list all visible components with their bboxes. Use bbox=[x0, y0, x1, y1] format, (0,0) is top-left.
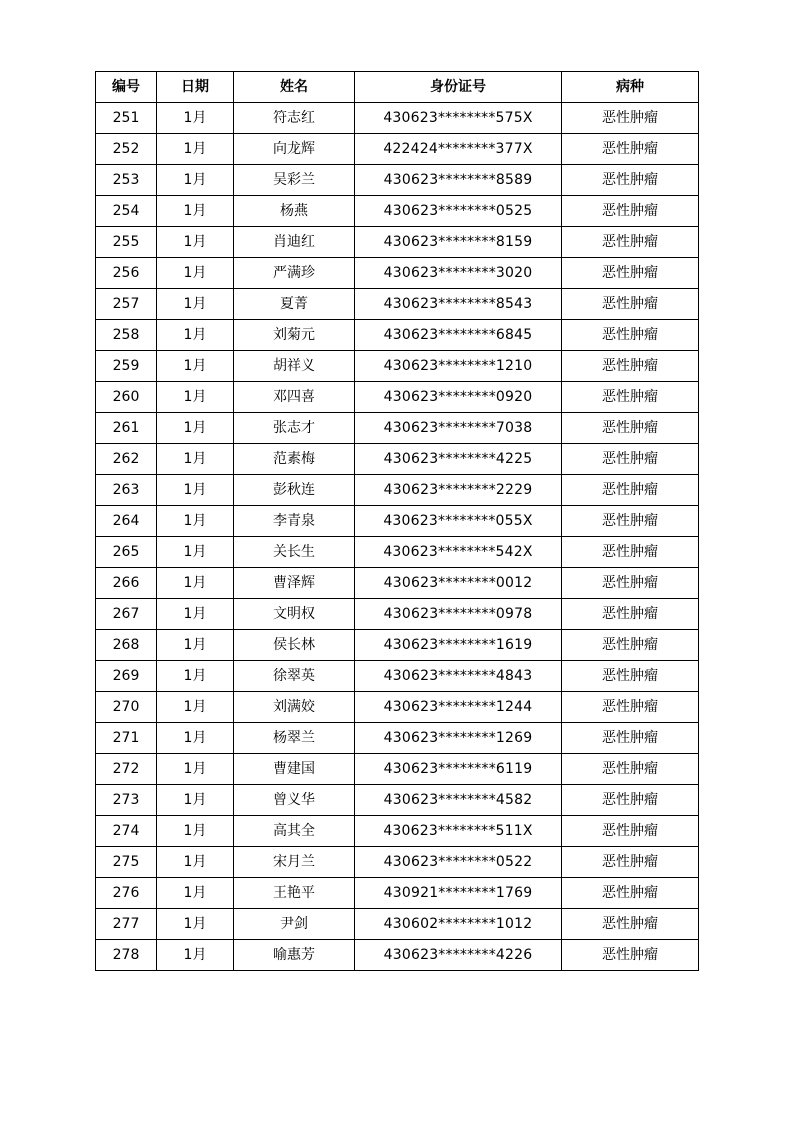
cell-disease: 恶性肿瘤 bbox=[562, 847, 699, 878]
cell-date: 1月 bbox=[157, 475, 234, 506]
cell-date: 1月 bbox=[157, 940, 234, 971]
cell-date: 1月 bbox=[157, 909, 234, 940]
header-id-number: 身份证号 bbox=[355, 72, 562, 103]
cell-id-number: 430623********3020 bbox=[355, 258, 562, 289]
cell-name: 肖迪红 bbox=[234, 227, 355, 258]
cell-id-number: 430623********4843 bbox=[355, 661, 562, 692]
cell-number: 272 bbox=[96, 754, 157, 785]
cell-name: 尹剑 bbox=[234, 909, 355, 940]
table-row bbox=[96, 134, 699, 165]
cell-number: 263 bbox=[96, 475, 157, 506]
cell-date: 1月 bbox=[157, 599, 234, 630]
table-row bbox=[96, 568, 699, 599]
cell-name: 曹泽辉 bbox=[234, 568, 355, 599]
header-row bbox=[96, 72, 699, 103]
table-row bbox=[96, 165, 699, 196]
cell-date: 1月 bbox=[157, 103, 234, 134]
cell-name: 张志才 bbox=[234, 413, 355, 444]
table-row bbox=[96, 196, 699, 227]
table-row bbox=[96, 320, 699, 351]
cell-id-number: 430623********7038 bbox=[355, 413, 562, 444]
cell-disease: 恶性肿瘤 bbox=[562, 103, 699, 134]
table-row bbox=[96, 289, 699, 320]
cell-id-number: 430623********1269 bbox=[355, 723, 562, 754]
cell-number: 259 bbox=[96, 351, 157, 382]
cell-date: 1月 bbox=[157, 506, 234, 537]
cell-disease: 恶性肿瘤 bbox=[562, 351, 699, 382]
cell-date: 1月 bbox=[157, 289, 234, 320]
table-row bbox=[96, 413, 699, 444]
cell-name: 夏菁 bbox=[234, 289, 355, 320]
cell-name: 胡祥义 bbox=[234, 351, 355, 382]
cell-date: 1月 bbox=[157, 630, 234, 661]
cell-id-number: 430623********055X bbox=[355, 506, 562, 537]
table-row bbox=[96, 847, 699, 878]
cell-number: 260 bbox=[96, 382, 157, 413]
header-name: 姓名 bbox=[234, 72, 355, 103]
cell-date: 1月 bbox=[157, 568, 234, 599]
cell-name: 吴彩兰 bbox=[234, 165, 355, 196]
cell-number: 256 bbox=[96, 258, 157, 289]
table-row bbox=[96, 630, 699, 661]
cell-number: 255 bbox=[96, 227, 157, 258]
cell-name: 彭秋连 bbox=[234, 475, 355, 506]
cell-id-number: 430623********4226 bbox=[355, 940, 562, 971]
table-row bbox=[96, 351, 699, 382]
cell-number: 257 bbox=[96, 289, 157, 320]
cell-id-number: 430623********2229 bbox=[355, 475, 562, 506]
cell-disease: 恶性肿瘤 bbox=[562, 940, 699, 971]
table-row bbox=[96, 599, 699, 630]
cell-disease: 恶性肿瘤 bbox=[562, 165, 699, 196]
cell-disease: 恶性肿瘤 bbox=[562, 785, 699, 816]
cell-name: 宋月兰 bbox=[234, 847, 355, 878]
cell-id-number: 422424********377X bbox=[355, 134, 562, 165]
cell-number: 251 bbox=[96, 103, 157, 134]
header-number: 编号 bbox=[96, 72, 157, 103]
cell-id-number: 430623********0012 bbox=[355, 568, 562, 599]
cell-number: 270 bbox=[96, 692, 157, 723]
cell-name: 李青泉 bbox=[234, 506, 355, 537]
cell-id-number: 430623********4225 bbox=[355, 444, 562, 475]
cell-id-number: 430623********6845 bbox=[355, 320, 562, 351]
records-table bbox=[95, 71, 699, 971]
cell-disease: 恶性肿瘤 bbox=[562, 196, 699, 227]
cell-disease: 恶性肿瘤 bbox=[562, 723, 699, 754]
cell-disease: 恶性肿瘤 bbox=[562, 661, 699, 692]
cell-date: 1月 bbox=[157, 878, 234, 909]
cell-name: 王艳平 bbox=[234, 878, 355, 909]
cell-number: 253 bbox=[96, 165, 157, 196]
cell-date: 1月 bbox=[157, 165, 234, 196]
table-row bbox=[96, 382, 699, 413]
table-row bbox=[96, 537, 699, 568]
table-row bbox=[96, 723, 699, 754]
cell-id-number: 430623********1210 bbox=[355, 351, 562, 382]
cell-name: 符志红 bbox=[234, 103, 355, 134]
cell-number: 262 bbox=[96, 444, 157, 475]
table-row bbox=[96, 506, 699, 537]
table-row bbox=[96, 785, 699, 816]
cell-name: 杨翠兰 bbox=[234, 723, 355, 754]
cell-disease: 恶性肿瘤 bbox=[562, 816, 699, 847]
cell-disease: 恶性肿瘤 bbox=[562, 537, 699, 568]
cell-date: 1月 bbox=[157, 320, 234, 351]
cell-number: 264 bbox=[96, 506, 157, 537]
cell-disease: 恶性肿瘤 bbox=[562, 227, 699, 258]
table-row bbox=[96, 878, 699, 909]
cell-date: 1月 bbox=[157, 754, 234, 785]
table-row bbox=[96, 909, 699, 940]
cell-id-number: 430623********0978 bbox=[355, 599, 562, 630]
cell-id-number: 430623********1619 bbox=[355, 630, 562, 661]
cell-disease: 恶性肿瘤 bbox=[562, 320, 699, 351]
cell-number: 252 bbox=[96, 134, 157, 165]
cell-disease: 恶性肿瘤 bbox=[562, 289, 699, 320]
cell-disease: 恶性肿瘤 bbox=[562, 599, 699, 630]
cell-id-number: 430921********1769 bbox=[355, 878, 562, 909]
cell-date: 1月 bbox=[157, 227, 234, 258]
cell-date: 1月 bbox=[157, 661, 234, 692]
table-body bbox=[96, 103, 699, 971]
cell-name: 喻惠芳 bbox=[234, 940, 355, 971]
cell-id-number: 430623********4582 bbox=[355, 785, 562, 816]
cell-date: 1月 bbox=[157, 723, 234, 754]
cell-number: 266 bbox=[96, 568, 157, 599]
cell-name: 向龙辉 bbox=[234, 134, 355, 165]
cell-disease: 恶性肿瘤 bbox=[562, 568, 699, 599]
cell-disease: 恶性肿瘤 bbox=[562, 692, 699, 723]
cell-number: 267 bbox=[96, 599, 157, 630]
cell-number: 268 bbox=[96, 630, 157, 661]
cell-id-number: 430623********8159 bbox=[355, 227, 562, 258]
cell-date: 1月 bbox=[157, 847, 234, 878]
cell-name: 邓四喜 bbox=[234, 382, 355, 413]
table-row bbox=[96, 444, 699, 475]
cell-date: 1月 bbox=[157, 785, 234, 816]
cell-disease: 恶性肿瘤 bbox=[562, 878, 699, 909]
cell-name: 侯长林 bbox=[234, 630, 355, 661]
cell-date: 1月 bbox=[157, 692, 234, 723]
cell-number: 254 bbox=[96, 196, 157, 227]
cell-name: 曹建国 bbox=[234, 754, 355, 785]
cell-date: 1月 bbox=[157, 258, 234, 289]
table-row bbox=[96, 258, 699, 289]
cell-date: 1月 bbox=[157, 413, 234, 444]
cell-disease: 恶性肿瘤 bbox=[562, 258, 699, 289]
cell-number: 273 bbox=[96, 785, 157, 816]
cell-disease: 恶性肿瘤 bbox=[562, 382, 699, 413]
table-row bbox=[96, 661, 699, 692]
cell-name: 曾义华 bbox=[234, 785, 355, 816]
cell-disease: 恶性肿瘤 bbox=[562, 754, 699, 785]
cell-id-number: 430623********511X bbox=[355, 816, 562, 847]
cell-disease: 恶性肿瘤 bbox=[562, 413, 699, 444]
cell-id-number: 430623********0522 bbox=[355, 847, 562, 878]
cell-number: 265 bbox=[96, 537, 157, 568]
cell-id-number: 430623********8589 bbox=[355, 165, 562, 196]
cell-name: 徐翠英 bbox=[234, 661, 355, 692]
cell-id-number: 430623********1244 bbox=[355, 692, 562, 723]
table-row bbox=[96, 475, 699, 506]
cell-id-number: 430623********542X bbox=[355, 537, 562, 568]
cell-number: 261 bbox=[96, 413, 157, 444]
cell-date: 1月 bbox=[157, 537, 234, 568]
cell-disease: 恶性肿瘤 bbox=[562, 909, 699, 940]
table-row bbox=[96, 940, 699, 971]
cell-number: 258 bbox=[96, 320, 157, 351]
table-row bbox=[96, 754, 699, 785]
cell-date: 1月 bbox=[157, 816, 234, 847]
cell-id-number: 430602********1012 bbox=[355, 909, 562, 940]
cell-name: 严满珍 bbox=[234, 258, 355, 289]
cell-number: 276 bbox=[96, 878, 157, 909]
cell-name: 杨燕 bbox=[234, 196, 355, 227]
cell-id-number: 430623********0525 bbox=[355, 196, 562, 227]
cell-name: 高其全 bbox=[234, 816, 355, 847]
cell-date: 1月 bbox=[157, 444, 234, 475]
cell-disease: 恶性肿瘤 bbox=[562, 475, 699, 506]
table-row bbox=[96, 103, 699, 134]
cell-name: 范素梅 bbox=[234, 444, 355, 475]
cell-number: 277 bbox=[96, 909, 157, 940]
cell-disease: 恶性肿瘤 bbox=[562, 444, 699, 475]
cell-name: 刘菊元 bbox=[234, 320, 355, 351]
cell-date: 1月 bbox=[157, 134, 234, 165]
table-row bbox=[96, 816, 699, 847]
cell-id-number: 430623********6119 bbox=[355, 754, 562, 785]
cell-number: 269 bbox=[96, 661, 157, 692]
table-row bbox=[96, 692, 699, 723]
cell-name: 刘满姣 bbox=[234, 692, 355, 723]
cell-name: 文明权 bbox=[234, 599, 355, 630]
cell-date: 1月 bbox=[157, 382, 234, 413]
cell-number: 275 bbox=[96, 847, 157, 878]
header-date: 日期 bbox=[157, 72, 234, 103]
cell-id-number: 430623********575X bbox=[355, 103, 562, 134]
cell-id-number: 430623********0920 bbox=[355, 382, 562, 413]
cell-date: 1月 bbox=[157, 351, 234, 382]
cell-id-number: 430623********8543 bbox=[355, 289, 562, 320]
cell-disease: 恶性肿瘤 bbox=[562, 506, 699, 537]
cell-number: 274 bbox=[96, 816, 157, 847]
cell-number: 271 bbox=[96, 723, 157, 754]
header-disease: 病种 bbox=[562, 72, 699, 103]
cell-name: 关长生 bbox=[234, 537, 355, 568]
cell-disease: 恶性肿瘤 bbox=[562, 134, 699, 165]
cell-date: 1月 bbox=[157, 196, 234, 227]
table-row bbox=[96, 227, 699, 258]
cell-disease: 恶性肿瘤 bbox=[562, 630, 699, 661]
cell-number: 278 bbox=[96, 940, 157, 971]
